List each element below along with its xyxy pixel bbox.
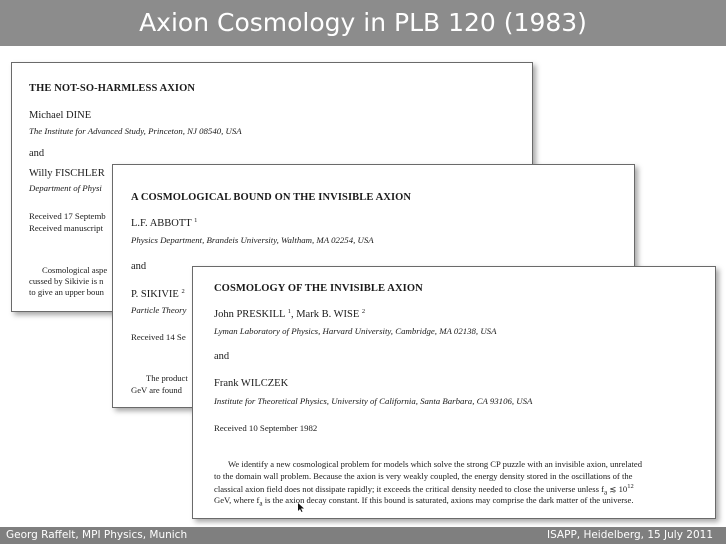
footnote-mark: 2 — [181, 288, 185, 295]
author-affiliation: Particle Theory — [131, 305, 187, 315]
abstract-text: is the axion decay constant. If this bound is saturated, axions may comprise the dark matter of the universe. — [264, 495, 634, 505]
footer-event: ISAPP, Heidelberg, 15 July 2011 — [546, 529, 713, 541]
author-name: Michael DINE — [29, 110, 92, 121]
author-affiliation: Department of Physi — [29, 183, 102, 193]
footnote-mark: 1 — [194, 217, 198, 224]
abstract-line — [214, 495, 633, 508]
subscript: a — [603, 488, 608, 497]
author-affiliation: The Institute for Advanced Study, Princeton, NJ 08540, USA — [29, 126, 242, 136]
and-text: and — [131, 261, 147, 272]
abstract-text: classical axion field does not dissipate rapidly; it exceeds the critical density needed to close the universe unless f — [214, 484, 604, 494]
abstract-line: Cosmological aspe — [42, 265, 108, 275]
author-affiliation: Lyman Laboratory of Physics, Harvard University, Cambridge, MA 02138, USA — [214, 326, 497, 336]
author-line — [214, 308, 365, 320]
abstract-line: The product — [146, 373, 188, 383]
received-date: Received 14 Se — [131, 332, 186, 342]
abstract-line: to the domain wall problem. Because the axion is very weakly coupled, the energy density stored in the oscillations of the — [214, 471, 633, 481]
abstract-line: We identify a new cosmological problem for models which solve the strong CP puzzle with an invisible axion, unrelated — [228, 459, 643, 469]
exponent: 12 — [627, 483, 634, 490]
author-name: , Mark B. WISE — [290, 309, 360, 320]
bound-text: ≲ 10 — [607, 484, 628, 494]
author-name: P. SIKIVIE — [131, 289, 179, 300]
subscript: a — [259, 499, 263, 508]
paper-title: COSMOLOGY OF THE INVISIBLE AXION — [214, 283, 423, 294]
and-text: and — [214, 351, 230, 362]
footer-author: Georg Raffelt, MPI Physics, Munich — [6, 529, 188, 541]
revised-date: Received manuscript — [29, 223, 104, 233]
pointer-icon — [298, 503, 304, 512]
author-affiliation: Institute for Theoretical Physics, University of California, Santa Barbara, CA 93106, USA — [214, 396, 533, 406]
received-date: Received 17 Septemb — [29, 211, 106, 221]
footnote-mark: 1 — [287, 308, 291, 315]
author-name: L.F. ABBOTT — [131, 218, 192, 229]
paper-title: THE NOT-SO-HARMLESS AXION — [29, 83, 196, 94]
slide-title: Axion Cosmology in PLB 120 (1983) — [139, 8, 587, 37]
paper-preskill-wise-wilczek — [192, 266, 716, 519]
footnote-mark: 2 — [361, 308, 366, 315]
author-name: Frank WILCZEK — [214, 378, 289, 389]
abstract-line: to give an upper boun — [29, 287, 104, 297]
and-text: and — [29, 148, 45, 159]
author-line — [131, 288, 185, 300]
abstract-text: GeV, where f — [214, 495, 260, 505]
author-name: John PRESKILL — [214, 309, 286, 320]
author-line — [131, 217, 197, 229]
abstract-line: cussed by Sikivie is n — [29, 276, 104, 286]
received-date: Received 10 September 1982 — [214, 423, 318, 433]
abstract-line: GeV are found — [131, 385, 182, 395]
author-affiliation: Physics Department, Brandeis University, Waltham, MA 02254, USA — [131, 235, 374, 245]
paper-title: A COSMOLOGICAL BOUND ON THE INVISIBLE AXION — [131, 192, 412, 203]
author-name: Willy FISCHLER — [29, 168, 105, 179]
